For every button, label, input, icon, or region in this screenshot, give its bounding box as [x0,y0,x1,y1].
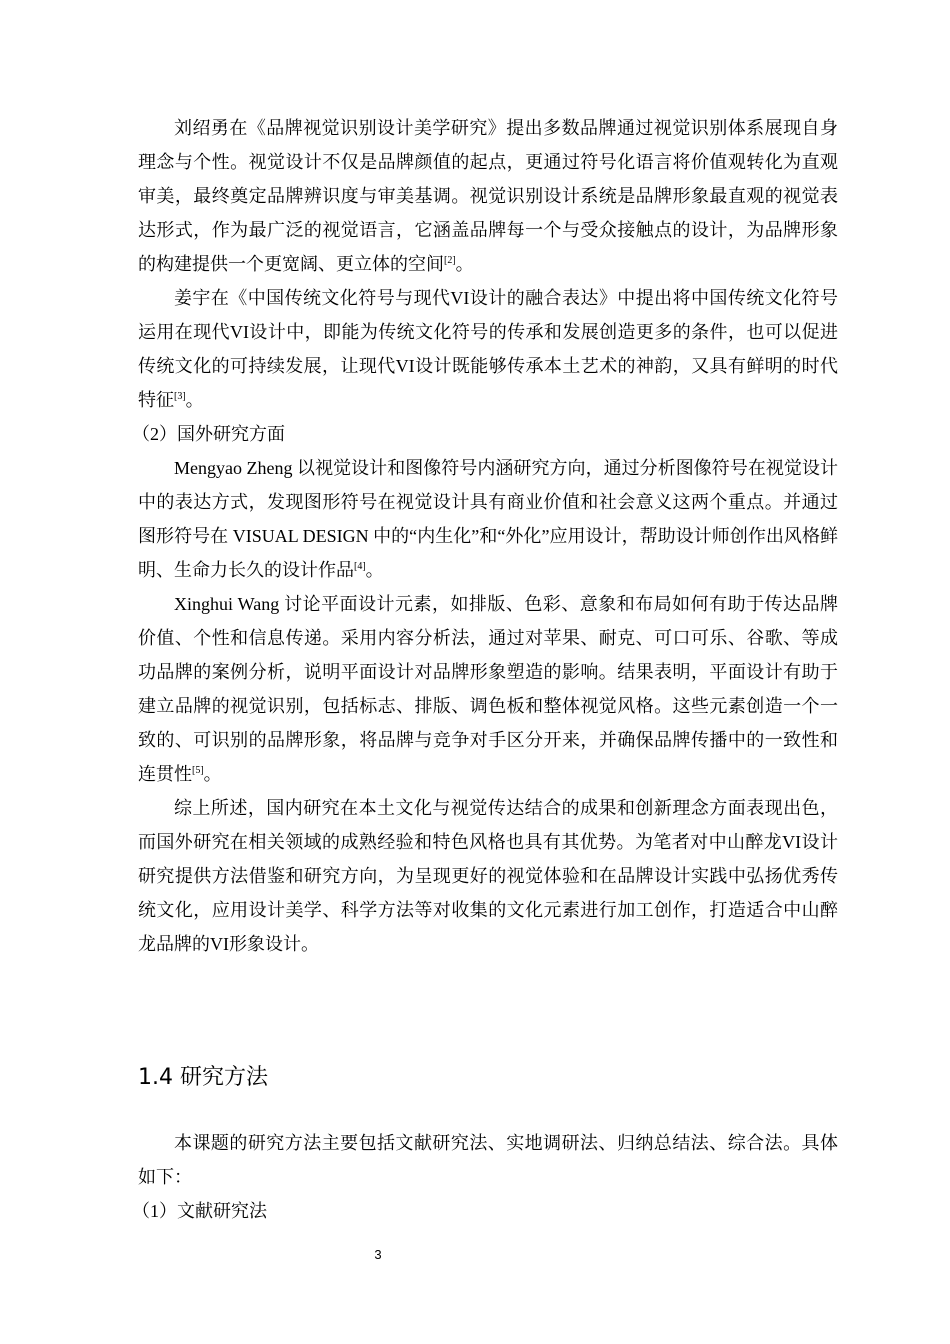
citation-3[interactable]: [3] [174,391,186,402]
subsection-foreign-research: （2）国外研究方面 [132,424,285,444]
paragraph-jiang-yu: 姜宇在《中国传统文化符号与现代VI设计的融合表达》中提出将中国传统文化符号运用在现代VI设计中，即能为传统文化符号的传承和发展创造更多的条件，也可以促进传统文化的可持续发展，让现代VI设计既能够传承本土艺术的神韵，又具有鲜明的时代特征[3]。 [138,288,838,410]
citation-2[interactable]: [2] [444,255,456,266]
method-item-literature: （1）文献研究法 [132,1201,267,1221]
paragraph-xinghui-wang: Xinghui Wang 讨论平面设计元素，如排版、色彩、意象和布局如何有助于传达品牌价值、个性和信息传递。采用内容分析法，通过对苹果、耐克、可口可乐、谷歌、等成功品牌的案例分析，说明平面设计对品牌形象塑造的影响。结果表明，平面设计有助于建立品牌的视觉识别，包括标志、排版、调色板和整体视觉风格。这些元素创造一个一致的、可识别的品牌形象，将品牌与竞争对手区分开来，并确保品牌传播中的一致性和连贯性[5]。 [138,594,838,784]
page-number: 3 [374,1247,382,1262]
section-number: 1.4 [138,1065,173,1090]
section-heading [138,1064,268,1092]
body-text-lower [132,1126,838,1228]
body-text-upper [132,111,838,961]
section-title: 研究方法 [180,1065,269,1090]
paragraph-summary: 综上所述，国内研究在本土文化与视觉传达结合的成果和创新理念方面表现出色，而国外研究在相关领域的成熟经验和特色风格也具有其优势。为笔者对中山醉龙VI设计研究提供方法借鉴和研究方向，为呈现更好的视觉体验和在品牌设计实践中弘扬优秀传统文化，应用设计美学、科学方法等对收集的文化元素进行加工创作，打造适合中山醉龙品牌的VI形象设计。 [138,798,838,954]
paragraph-mengyao-zheng: Mengyao Zheng 以视觉设计和图像符号内涵研究方向，通过分析图像符号在视觉设计中的表达方式，发现图形符号在视觉设计具有商业价值和社会意义这两个重点。并通过图形符号在 VISUAL DESIGN 中的“内生化”和“外化”应用设计，帮助设计师创作出风格鲜明、生命力长久的设计作品[4]。 [138,458,838,580]
paragraph-liu-shaoyong: 刘绍勇在《品牌视觉识别设计美学研究》提出多数品牌通过视觉识别体系展现自身理念与个性。视觉设计不仅是品牌颜值的起点，更通过符号化语言将价值观转化为直观审美，最终奠定品牌辨识度与审美基调。视觉识别设计系统是品牌形象最直观的视觉表达形式，作为最广泛的视觉语言，它涵盖品牌每一个与受众接触点的设计，为品牌形象的构建提供一个更宽阔、更立体的空间[2]。 [138,118,838,274]
paragraph-methods-intro: 本课题的研究方法主要包括文献研究法、实地调研法、归纳总结法、综合法。具体如下： [138,1133,838,1187]
citation-5[interactable]: [5] [192,765,204,776]
citation-4[interactable]: [4] [354,561,366,572]
